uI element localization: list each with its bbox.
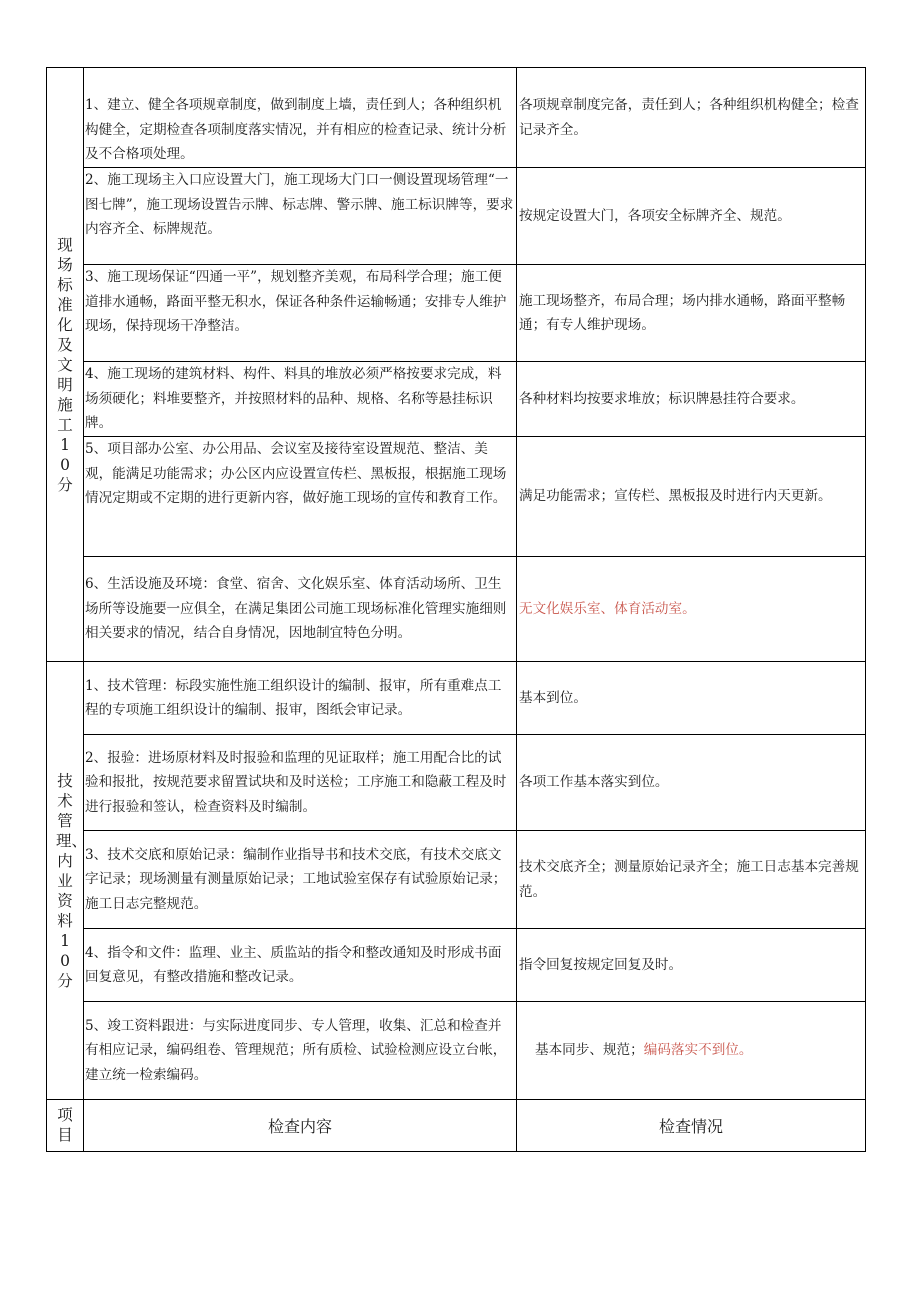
content-cell xyxy=(84,929,517,1002)
content-cell xyxy=(84,362,517,437)
content-cell xyxy=(84,68,517,168)
check-content: 5、项目部办公室、办公用品、会议室及接待室设置规范、整洁、美观，能满足功能需求；办公区内应设置宣传栏、黑板报，根据施工现场情况定期或不定期的进行更新内容，做好施工现场的宣传和教育工作。 xyxy=(85,441,507,506)
check-content: 2、施工现场主入口应设置大门，施工现场大门口一侧设置现场管理“一图七牌”，施工现场设置告示牌、标志牌、警示牌、施工标识牌等，要求内容齐全、标牌规范。 xyxy=(85,172,514,237)
content-cell xyxy=(84,557,517,662)
check-status: 指令回复按规定回复及时。 xyxy=(519,956,683,973)
check-status: 技术交底齐全；测量原始记录齐全；施工日志基本完善规范。 xyxy=(519,859,859,900)
header-status-label: 检查情况 xyxy=(658,1117,723,1136)
status-cell xyxy=(517,831,866,929)
status-cell xyxy=(517,929,866,1002)
status-cell xyxy=(517,168,866,265)
category-cell-tech xyxy=(47,662,88,1100)
table-row xyxy=(47,68,866,168)
check-status: 按规定设置大门，各项安全标牌齐全、规范。 xyxy=(519,207,791,224)
check-status: 各项工作基本落实到位。 xyxy=(519,774,669,791)
check-status: 基本到位。 xyxy=(519,689,587,706)
check-content: 4、施工现场的建筑材料、构件、料具的堆放必须严格按要求完成，料场须硬化；料堆要整齐，并按照材料的品种、规格、名称等悬挂标识牌。 xyxy=(85,366,502,431)
content-cell xyxy=(84,1002,517,1100)
table-row xyxy=(47,1002,866,1100)
header-item xyxy=(47,1100,84,1152)
check-status: 各种材料均按要求堆放；标识牌悬挂符合要求。 xyxy=(519,390,805,407)
table-row xyxy=(47,362,866,437)
content-cell xyxy=(84,662,517,735)
content-cell xyxy=(84,831,517,929)
check-content: 5、竣工资料跟进：与实际进度同步、专人管理，收集、汇总和检查并有相应记录，编码组卷、管理规范；所有质检、试验检测应设立台帐，建立统一检索编码。 xyxy=(85,1017,507,1083)
check-status: 施工现场整齐，布局合理；场内排水通畅，路面平整畅通；有专人维护现场。 xyxy=(519,292,846,333)
table-row xyxy=(47,662,866,735)
category-label-site: 现场标准化及文明施工10分 xyxy=(57,235,73,494)
check-content: 2、报验：进场原材料及时报验和监理的见证取样；施工用配合比的试验和报批，按规范要求留置试块和及时送检；工序施工和隐蔽工程及时进行报验和签认，检查资料及时编制。 xyxy=(85,749,507,815)
check-content: 6、生活设施及环境：食堂、宿舍、文化娱乐室、体育活动场所、卫生场所等设施要一应俱全，在满足集团公司施工现场标准化管理实施细则相关要求的情况，结合自身情况，因地制宜特色分明。 xyxy=(85,576,507,642)
check-status: 基本同步、规范； xyxy=(535,1042,644,1059)
table-row xyxy=(47,437,866,557)
content-cell xyxy=(84,735,517,831)
content-cell xyxy=(84,265,517,362)
category-label-tech: 技术管理、内业资料10分 xyxy=(56,771,88,990)
status-cell xyxy=(517,735,866,831)
check-content: 3、施工现场保证“四通一平”，规划整齐美观，布局科学合理；施工便道排水通畅，路面平整无积水，保证各种条件运输畅通；安排专人维护现场，保持现场干净整洁。 xyxy=(85,269,507,334)
check-content: 4、指令和文件：监理、业主、质监站的指令和整改通知及时形成书面回复意见，有整改措施和整改记录。 xyxy=(85,944,502,985)
table-row xyxy=(47,831,866,929)
table-row xyxy=(47,168,866,265)
check-content: 1、建立、健全各项规章制度，做到制度上墙，责任到人；各种组织机构健全，定期检查各项制度落实情况，并有相应的检查记录、统计分析及不合格项处理。 xyxy=(85,97,507,162)
header-item-label: 项目 xyxy=(57,1105,73,1144)
check-status: 无文化娱乐室、体育活动室。 xyxy=(519,600,696,617)
status-cell xyxy=(517,265,866,362)
content-cell xyxy=(84,437,517,557)
table-row xyxy=(47,265,866,362)
status-cell xyxy=(517,557,866,662)
check-status-highlight: 编码落实不到位。 xyxy=(643,1042,753,1059)
category-cell-site xyxy=(47,68,84,662)
check-content: 1、技术管理：标段实施性施工组织设计的编制、报审，所有重难点工程的专项施工组织设计的编制、报审，图纸会审记录。 xyxy=(85,677,502,718)
header-content-label: 检查内容 xyxy=(267,1117,332,1136)
status-cell xyxy=(517,68,866,168)
header-content xyxy=(84,1100,517,1152)
check-status: 各项规章制度完备，责任到人；各种组织机构健全；检查记录齐全。 xyxy=(519,97,859,138)
inspection-table xyxy=(46,67,866,1152)
table-row xyxy=(47,735,866,831)
check-content: 3、技术交底和原始记录：编制作业指导书和技术交底，有技术交底文字记录；现场测量有测量原始记录；工地试验室保存有试验原始记录；施工日志完整规范。 xyxy=(85,846,507,912)
header-status xyxy=(517,1100,866,1152)
check-status: 满足功能需求；宣传栏、黑板报及时进行内天更新。 xyxy=(519,488,832,505)
status-cell xyxy=(517,362,866,437)
table-row xyxy=(47,929,866,1002)
header-row xyxy=(47,1100,866,1152)
status-cell xyxy=(517,437,866,557)
table-row xyxy=(47,557,866,662)
status-cell xyxy=(517,1002,866,1100)
content-cell xyxy=(84,168,517,265)
status-cell xyxy=(517,662,866,735)
